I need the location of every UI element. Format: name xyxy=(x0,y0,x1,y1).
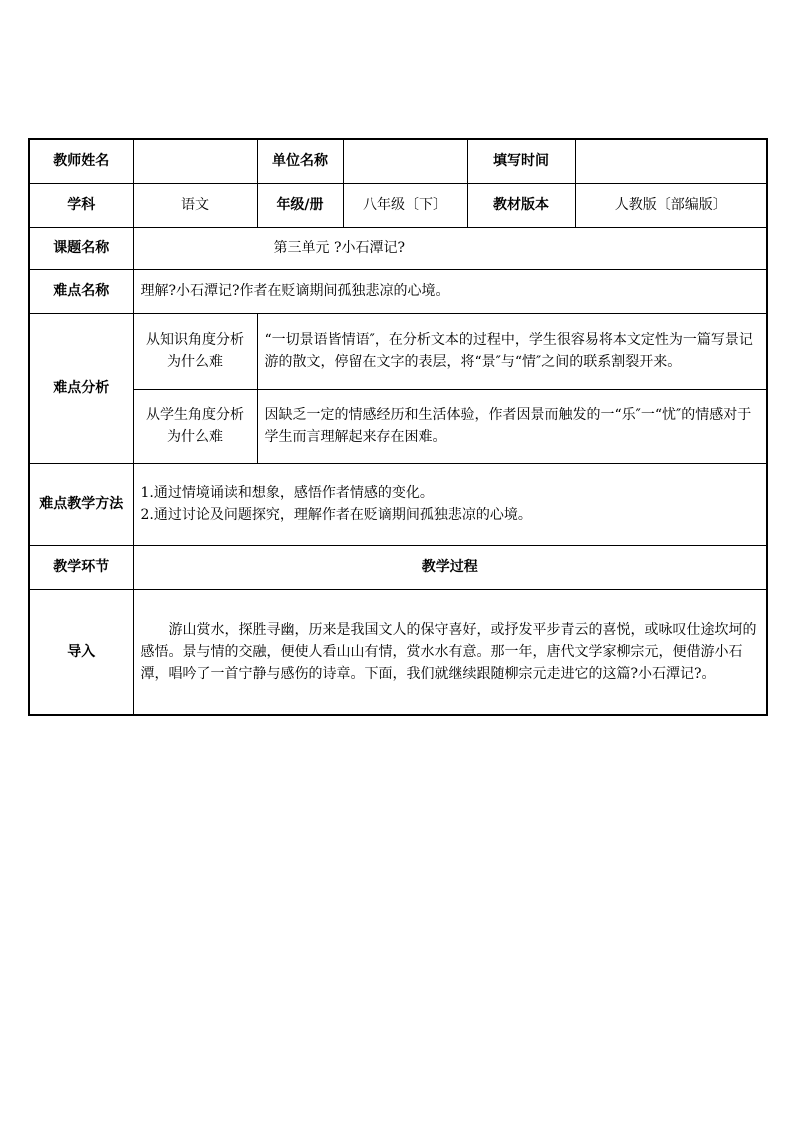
teaching-stage-header: 教学环节 xyxy=(29,545,133,589)
difficulty-analysis-row-student xyxy=(29,389,767,463)
grade-label: 年级/册 xyxy=(257,183,343,227)
subject-label: 学科 xyxy=(29,183,133,227)
intro-row xyxy=(29,589,767,715)
teaching-method-label: 难点教学方法 xyxy=(29,463,133,545)
aspect-line: 为什么难 xyxy=(167,354,223,370)
difficulty-name-label: 难点名称 xyxy=(29,269,133,313)
teaching-method-list xyxy=(133,463,767,545)
difficulty-analysis-row-knowledge xyxy=(29,313,767,389)
topic-label: 课题名称 xyxy=(29,227,133,269)
knowledge-aspect-label xyxy=(133,313,257,389)
teacher-name-value xyxy=(133,139,257,183)
aspect-line: 从学生角度分析 xyxy=(146,407,244,423)
lesson-plan-table xyxy=(28,138,768,716)
fill-time-label: 填写时间 xyxy=(467,139,575,183)
aspect-line: 从知识角度分析 xyxy=(146,332,244,348)
subject-row xyxy=(29,183,767,227)
topic-row xyxy=(29,227,767,269)
teacher-info-row xyxy=(29,139,767,183)
topic-value: 第三单元 ?小石潭记? xyxy=(133,227,767,269)
grade-value: 八年级〔下〕 xyxy=(343,183,467,227)
teacher-name-label: 教师姓名 xyxy=(29,139,133,183)
student-aspect-label xyxy=(133,389,257,463)
subject-value: 语文 xyxy=(133,183,257,227)
teaching-method-item: 2.通过讨论及问题探究，理解作者在贬谪期间孤独悲凉的心境。 xyxy=(140,507,532,523)
knowledge-aspect-text: “一切景语皆情语″，在分析文本的过程中，学生很容易将本文定性为一篇写景记游的散文，停留在文字的表层，将“景″与“情″之间的联系割裂开来。 xyxy=(257,313,767,389)
intro-paragraph: 游山赏水，探胜寻幽，历来是我国文人的保守喜好，或抒发平步青云的喜悦，或咏叹仕途坎坷的感悟。景与情的交融，便使人看山山有情，赏水水有意。那一年，唐代文学家柳宗元，便借游小石潭，唱吟了一首宁静与感伤的诗章。下面，我们就继续跟随柳宗元走进它的这篇?小石潭记?。 xyxy=(133,589,767,715)
teaching-method-row xyxy=(29,463,767,545)
intro-stage-label: 导入 xyxy=(29,589,133,715)
fill-time-value xyxy=(575,139,767,183)
unit-name-label: 单位名称 xyxy=(257,139,343,183)
textbook-label: 教材版本 xyxy=(467,183,575,227)
difficulty-analysis-label: 难点分析 xyxy=(29,313,133,463)
unit-name-value xyxy=(343,139,467,183)
teaching-process-header: 教学过程 xyxy=(133,545,767,589)
textbook-value: 人教版〔部编版〕 xyxy=(575,183,767,227)
teaching-method-item: 1.通过情境诵读和想象，感悟作者情感的变化。 xyxy=(140,485,434,501)
aspect-line: 为什么难 xyxy=(167,429,223,445)
difficulty-name-value: 理解?小石潭记?作者在贬谪期间孤独悲凉的心境。 xyxy=(133,269,767,313)
student-aspect-text: 因缺乏一定的情感经历和生活体验，作者因景而触发的一“乐″一“忧″的情感对于学生而言理解起来存在困难。 xyxy=(257,389,767,463)
process-header-row xyxy=(29,545,767,589)
difficulty-name-row xyxy=(29,269,767,313)
